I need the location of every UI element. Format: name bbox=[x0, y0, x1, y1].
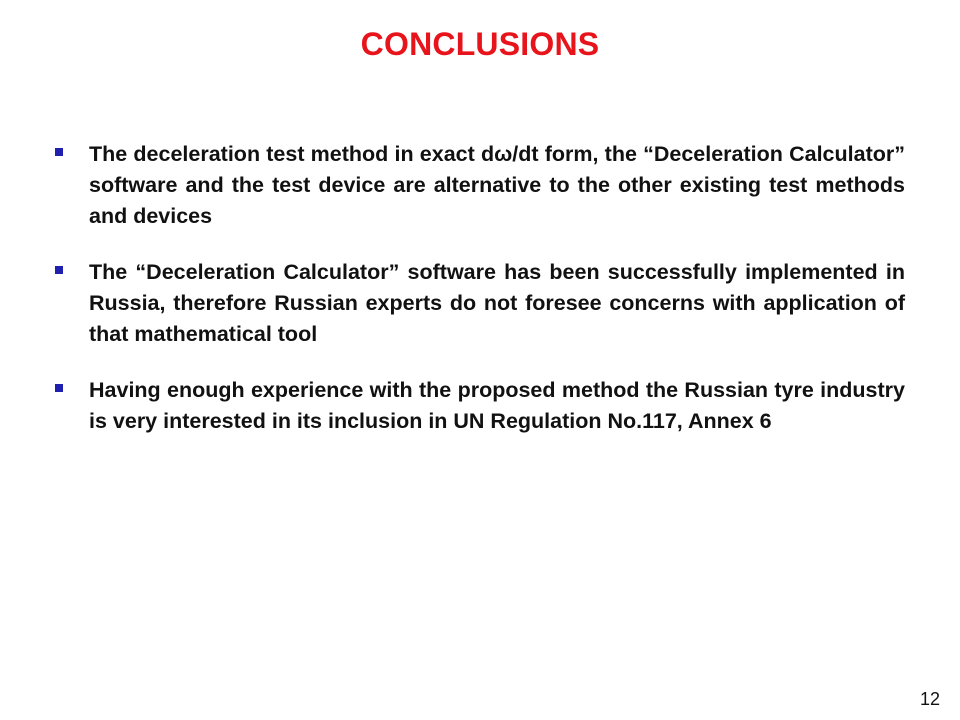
page-number: 12 bbox=[919, 689, 940, 709]
square-bullet-icon bbox=[55, 148, 63, 156]
slide-title: CONCLUSIONS bbox=[360, 26, 600, 62]
bullet-text: Having enough experience with the proposed method the Russian tyre industry is very interested in its inclusion in UN Regulation No.117, Annex 6 bbox=[89, 378, 905, 433]
bullet-text: The deceleration test method in exact dω/dt form, the “Deceleration Calculator” software and the test device are alternative to the other existing test methods and devices bbox=[89, 142, 905, 228]
square-bullet-icon bbox=[55, 384, 63, 392]
bullet-text: The “Deceleration Calculator” software has been successfully implemented in Russia, therefore Russian experts do not foresee concerns with application of that mathematical tool bbox=[89, 260, 905, 346]
bullet-list bbox=[54, 139, 905, 462]
bullet-item bbox=[54, 257, 905, 350]
bullet-item bbox=[54, 375, 905, 437]
square-bullet-icon bbox=[55, 266, 63, 274]
bullet-item bbox=[54, 139, 905, 232]
